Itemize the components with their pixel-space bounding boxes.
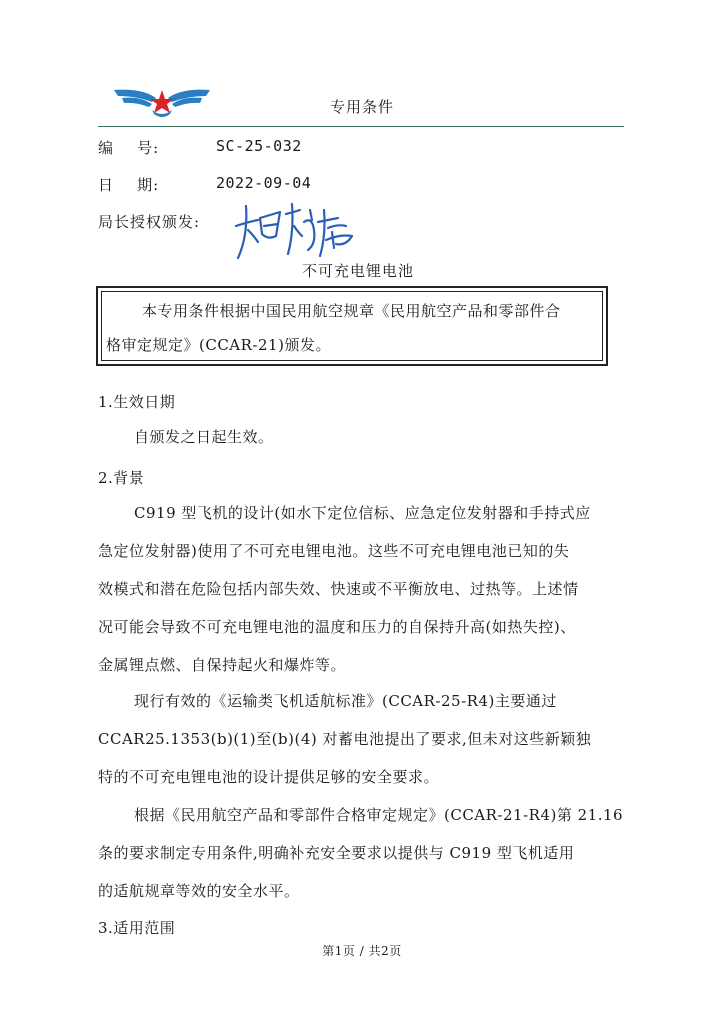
signature-icon [228,196,368,268]
notice-line: 本专用条件根据中国民用航空规章《民用航空产品和零部件合 [142,302,561,320]
paragraph-line: 特的不可充电锂电池的设计提供足够的安全要求。 [98,768,440,786]
paragraph-line: 现行有效的《运输类飞机适航标准》(CCAR-25-R4)主要通过 [134,692,557,710]
paragraph-line: 金属锂点燃、自保持起火和爆炸等。 [98,656,347,674]
document-title: 不可充电锂电池 [302,262,415,280]
date-label: 日 期: [98,176,160,194]
paragraph-line: 况可能会导致不可充电锂电池的温度和压力的自保持升高(如热失控)、 [98,618,576,636]
number-value: SC-25-032 [216,137,302,155]
paragraph-line: 条的要求制定专用条件,明确补充安全要求以提供与 C919 型飞机适用 [98,844,575,862]
section-1-heading: 1.生效日期 [98,393,176,411]
section-2-heading: 2.背景 [98,469,145,487]
notice-text [106,294,598,362]
paragraph-line: 效模式和潜在危险包括内部失效、快速或不平衡放电、过热等。上述情 [98,580,579,598]
authorized-label: 局长授权颁发: [98,213,201,231]
page-footer: 第1页 / 共2页 [322,944,402,958]
issuance-notice-box [96,286,608,366]
paragraph-line: CCAR25.1353(b)(1)至(b)(4) 对蓄电池提出了要求,但未对这些新颖独 [98,730,592,748]
section-1-body: 自颁发之日起生效。 [134,428,274,446]
paragraph-line: C919 型飞机的设计(如水下定位信标、应急定位发射器和手持式应 [134,504,591,522]
number-label: 编 号: [98,139,160,157]
notice-line: 格审定规定》(CCAR-21)颁发。 [106,336,331,354]
paragraph-line: 根据《民用航空产品和零部件合格审定规定》(CCAR-21-R4)第 21.16 [134,806,624,824]
paragraph-line: 急定位发射器)使用了不可充电锂电池。这些不可充电锂电池已知的失 [98,542,570,560]
caac-logo-icon [112,84,212,120]
header-divider [98,126,624,127]
paragraph-line: 的适航规章等效的安全水平。 [98,882,300,900]
date-value: 2022-09-04 [216,174,312,192]
document-type: 专用条件 [330,98,395,116]
section-3-heading: 3.适用范围 [98,919,176,937]
